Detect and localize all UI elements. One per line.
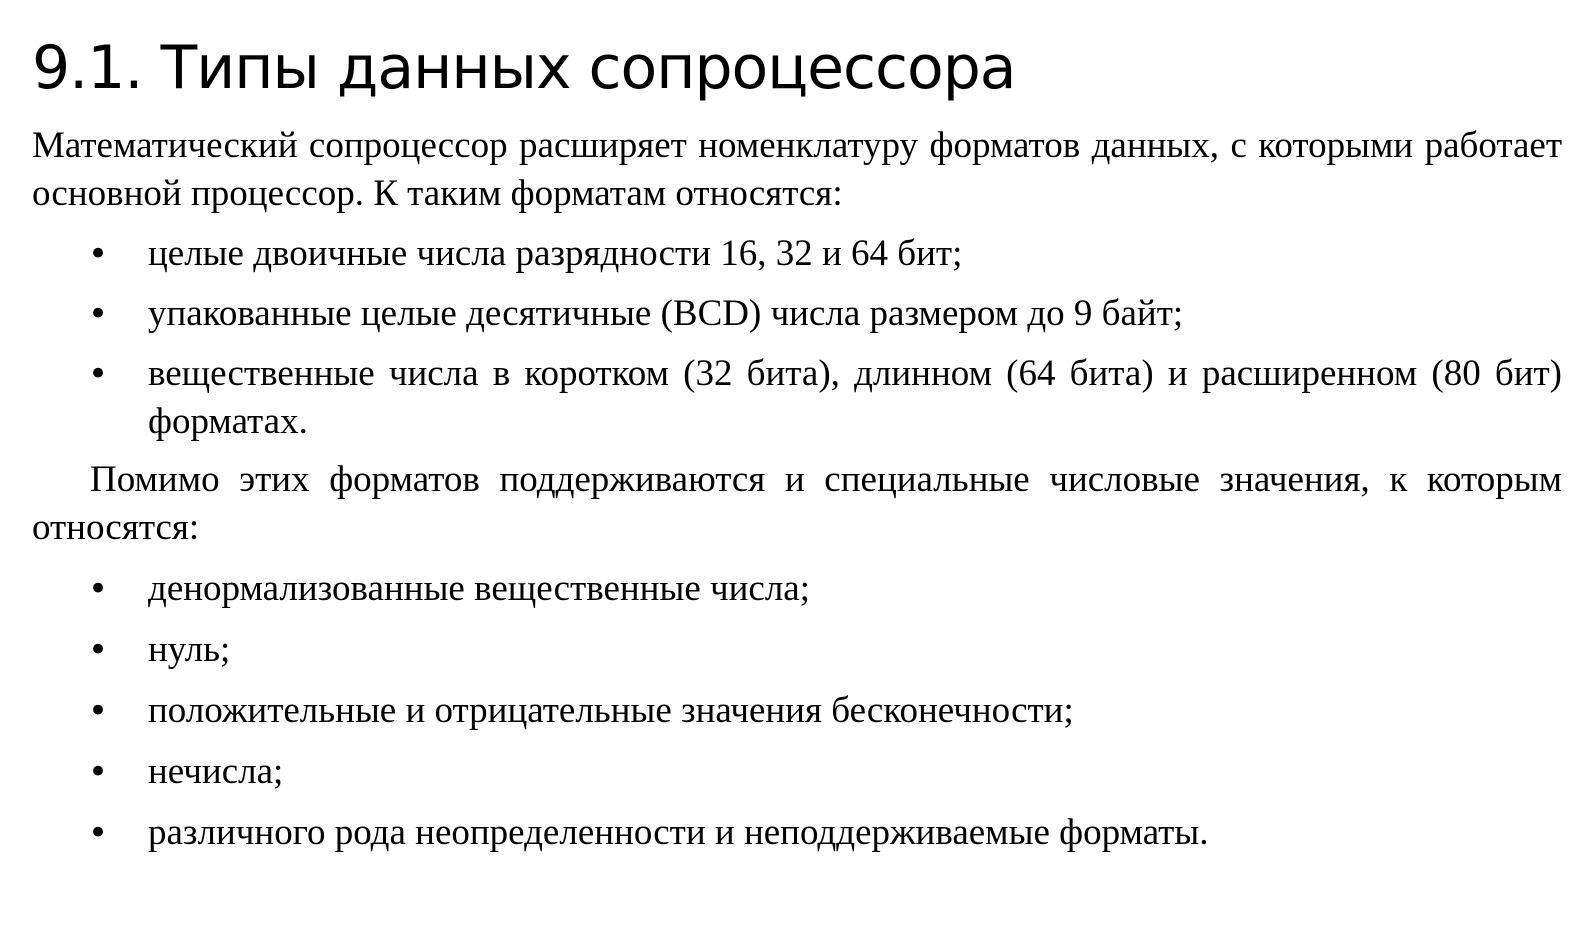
special-values-list [32, 565, 1562, 857]
list-item [32, 748, 1562, 796]
list-item-text: нуль; [148, 629, 231, 670]
bullet-icon: • [88, 234, 109, 274]
bullet-icon: • [88, 630, 109, 670]
list-item [32, 290, 1562, 338]
bullet-icon: • [88, 569, 109, 609]
special-values-paragraph: Помимо этих форматов поддерживаются и специальные числовые значения, к которым относятся: [32, 459, 1562, 548]
bullet-icon: • [88, 691, 109, 731]
list-item [32, 687, 1562, 735]
list-item-text: положительные и отрицательные значения бесконечности; [148, 690, 1074, 731]
list-item-text: денормализованные вещественные числа; [148, 568, 811, 609]
formats-list [32, 230, 1562, 446]
document-page [32, 28, 1562, 857]
bullet-icon: • [88, 813, 109, 853]
list-item [32, 626, 1562, 674]
list-item-text: вещественные числа в коротком (32 бита), длинном (64 бита) и расширенном (80 бит) форматах. [148, 353, 1562, 442]
list-item [32, 565, 1562, 613]
bullet-icon: • [88, 354, 109, 394]
intro-paragraph: Математический сопроцессор расширяет номенклатуру форматов данных, с которыми работает основной процессор. К таким форматам относятся: [32, 125, 1562, 214]
list-item-text: нечисла; [148, 751, 284, 792]
list-item [32, 350, 1562, 446]
bullet-icon: • [88, 294, 109, 334]
list-item-text: упакованные целые десятичные (BCD) числа размером до 9 байт; [148, 293, 1184, 334]
list-item [32, 230, 1562, 278]
section-heading: 9.1. Типы данных сопроцессора [32, 33, 1016, 103]
list-item-text: целые двоичные числа разрядности 16, 32 и 64 бит; [148, 233, 963, 274]
bullet-icon: • [88, 752, 109, 792]
list-item-text: различного рода неопределенности и неподдерживаемые форматы. [148, 812, 1209, 853]
list-item [32, 809, 1562, 857]
